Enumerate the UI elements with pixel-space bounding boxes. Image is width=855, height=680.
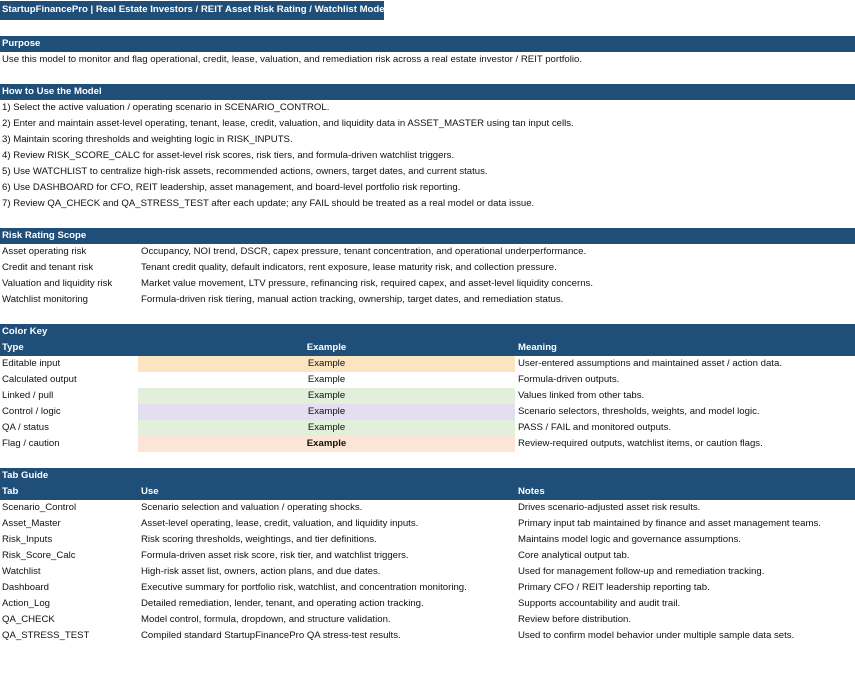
scope-name: Asset operating risk bbox=[2, 246, 87, 257]
color-key-type: Control / logic bbox=[2, 406, 61, 417]
color-key-example-swatch[interactable]: Example bbox=[138, 420, 515, 436]
step-text: 4) Review RISK_SCORE_CALC for asset-level risk scores, risk tiers, and formula-driven watchlist triggers. bbox=[2, 150, 455, 161]
tab-guide-notes: Supports accountability and audit trail. bbox=[518, 598, 681, 609]
step-text: 1) Select the active valuation / operating scenario in SCENARIO_CONTROL. bbox=[2, 102, 330, 113]
step-text: 3) Maintain scoring thresholds and weighting logic in RISK_INPUTS. bbox=[2, 134, 293, 145]
tab-guide-tab: Dashboard bbox=[2, 582, 49, 593]
purpose-text: Use this model to monitor and flag operational, credit, lease, valuation, and remediation risk across a real estate investor / REIT portfolio. bbox=[2, 54, 583, 65]
step-text: 7) Review QA_CHECK and QA_STRESS_TEST after each update; any FAIL should be treated as a real model or data issue. bbox=[2, 198, 535, 209]
color-key-row[interactable] bbox=[0, 404, 855, 420]
how-to-step[interactable] bbox=[0, 148, 855, 164]
color-key-header bbox=[0, 324, 855, 340]
tab-guide-use: Scenario selection and valuation / operating shocks. bbox=[141, 502, 363, 513]
tab-guide-notes: Used to confirm model behavior under multiple sample data sets. bbox=[518, 630, 795, 641]
tab-guide-header-text: Tab Guide bbox=[2, 470, 49, 481]
color-key-meaning: Values linked from other tabs. bbox=[518, 390, 645, 401]
tab-guide-tab: QA_STRESS_TEST bbox=[2, 630, 90, 641]
color-key-row[interactable] bbox=[0, 372, 855, 388]
color-key-header-text: Color Key bbox=[2, 326, 48, 337]
how-to-step[interactable] bbox=[0, 180, 855, 196]
purpose-header-text: Purpose bbox=[2, 38, 41, 49]
scope-desc: Tenant credit quality, default indicators, rent exposure, lease maturity risk, and collection pressure. bbox=[141, 262, 557, 273]
color-key-meaning: Formula-driven outputs. bbox=[518, 374, 620, 385]
step-text: 2) Enter and maintain asset-level operating, tenant, lease, credit, valuation, and liquidity data in ASSET_MASTER using tan input cells. bbox=[2, 118, 574, 129]
sheet-title bbox=[0, 1, 388, 19]
tab-guide-use: High-risk asset list, owners, action plans, and due dates. bbox=[141, 566, 381, 577]
tab-guide-use: Formula-driven asset risk score, risk tier, and watchlist triggers. bbox=[141, 550, 409, 561]
color-key-example-swatch[interactable]: Example bbox=[138, 356, 515, 372]
scope-row[interactable] bbox=[0, 260, 855, 276]
tab-guide-use: Compiled standard StartupFinancePro QA stress-test results. bbox=[141, 630, 401, 641]
color-key-meaning: User-entered assumptions and maintained asset / action data. bbox=[518, 358, 782, 369]
color-key-type: Calculated output bbox=[2, 374, 77, 385]
color-key-example-swatch[interactable]: Example bbox=[138, 404, 515, 420]
scope-row[interactable] bbox=[0, 244, 855, 260]
scope-desc: Occupancy, NOI trend, DSCR, capex pressure, tenant concentration, and operational underperformance. bbox=[141, 246, 587, 257]
tab-guide-tab: Action_Log bbox=[2, 598, 51, 609]
tab-guide-row[interactable] bbox=[0, 596, 855, 612]
how-to-step[interactable] bbox=[0, 116, 855, 132]
tab-guide-row[interactable] bbox=[0, 564, 855, 580]
scope-header bbox=[0, 228, 855, 244]
tab-guide-row[interactable] bbox=[0, 580, 855, 596]
scope-desc: Market value movement, LTV pressure, refinancing risk, required capex, and asset-level liquidity concerns. bbox=[141, 278, 594, 289]
tab-guide-tab: Watchlist bbox=[2, 566, 41, 577]
col-notes-header: Notes bbox=[518, 486, 545, 497]
how-to-header bbox=[0, 84, 855, 100]
scope-header-text: Risk Rating Scope bbox=[2, 230, 87, 241]
scope-name: Watchlist monitoring bbox=[2, 294, 89, 305]
tab-guide-row[interactable] bbox=[0, 548, 855, 564]
tab-guide-header bbox=[0, 468, 855, 484]
step-text: 5) Use WATCHLIST to centralize high-risk assets, recommended actions, owners, target dates, and current status. bbox=[2, 166, 488, 177]
tab-guide-use: Detailed remediation, lender, tenant, and operating action tracking. bbox=[141, 598, 424, 609]
color-key-type: Editable input bbox=[2, 358, 61, 369]
scope-name: Credit and tenant risk bbox=[2, 262, 94, 273]
color-key-row[interactable] bbox=[0, 388, 855, 404]
tab-guide-row[interactable] bbox=[0, 628, 855, 644]
color-key-type: QA / status bbox=[2, 422, 49, 433]
col-meaning-header: Meaning bbox=[518, 342, 557, 353]
tab-guide-notes: Review before distribution. bbox=[518, 614, 632, 625]
scope-row[interactable] bbox=[0, 292, 855, 308]
scope-row[interactable] bbox=[0, 276, 855, 292]
tab-guide-use: Asset-level operating, lease, credit, valuation, and liquidity inputs. bbox=[141, 518, 419, 529]
purpose-text-row[interactable] bbox=[0, 52, 855, 68]
color-key-example-swatch[interactable]: Example bbox=[138, 372, 515, 388]
tab-guide-use: Model control, formula, dropdown, and structure validation. bbox=[141, 614, 391, 625]
tab-guide-row[interactable] bbox=[0, 516, 855, 532]
color-key-column-headers bbox=[0, 340, 855, 356]
tab-guide-notes: Core analytical output tab. bbox=[518, 550, 630, 561]
purpose-header bbox=[0, 36, 855, 52]
color-key-example-swatch[interactable]: Example bbox=[138, 388, 515, 404]
color-key-row[interactable] bbox=[0, 420, 855, 436]
tab-guide-tab: Scenario_Control bbox=[2, 502, 77, 513]
tab-guide-notes: Drives scenario-adjusted asset risk results. bbox=[518, 502, 701, 513]
tab-guide-notes: Primary input tab maintained by finance and asset management teams. bbox=[518, 518, 821, 529]
color-key-meaning: Scenario selectors, thresholds, weights, and model logic. bbox=[518, 406, 760, 417]
sheet-title-text: StartupFinancePro | Real Estate Investors / REIT Asset Risk Rating / Watchlist Model bbox=[2, 4, 388, 15]
tab-guide-notes: Used for management follow-up and remediation tracking. bbox=[518, 566, 765, 577]
tab-guide-row[interactable] bbox=[0, 500, 855, 516]
tab-guide-use: Risk scoring thresholds, weightings, and tier definitions. bbox=[141, 534, 377, 545]
color-key-row[interactable] bbox=[0, 356, 855, 372]
tab-guide-tab: Asset_Master bbox=[2, 518, 61, 529]
tab-guide-row[interactable] bbox=[0, 532, 855, 548]
tab-guide-tab: Risk_Inputs bbox=[2, 534, 53, 545]
tab-guide-tab: QA_CHECK bbox=[2, 614, 55, 625]
color-key-row[interactable] bbox=[0, 436, 855, 452]
how-to-step[interactable] bbox=[0, 196, 855, 212]
how-to-step[interactable] bbox=[0, 100, 855, 116]
tab-guide-column-headers bbox=[0, 484, 855, 500]
tab-guide-notes: Primary CFO / REIT leadership reporting tab. bbox=[518, 582, 710, 593]
scope-name: Valuation and liquidity risk bbox=[2, 278, 113, 289]
color-key-type: Linked / pull bbox=[2, 390, 54, 401]
color-key-meaning: PASS / FAIL and monitored outputs. bbox=[518, 422, 672, 433]
step-text: 6) Use DASHBOARD for CFO, REIT leadership, asset management, and board-level portfolio risk reporting. bbox=[2, 182, 461, 193]
color-key-example-swatch[interactable]: Example bbox=[138, 436, 515, 452]
tab-guide-tab: Risk_Score_Calc bbox=[2, 550, 76, 561]
color-key-meaning: Review-required outputs, watchlist items, or caution flags. bbox=[518, 438, 763, 449]
how-to-header-text: How to Use the Model bbox=[2, 86, 102, 97]
title-underline bbox=[0, 19, 384, 20]
tab-guide-use: Executive summary for portfolio risk, watchlist, and concentration monitoring. bbox=[141, 582, 467, 593]
col-tab-header: Tab bbox=[2, 486, 19, 497]
how-to-step[interactable] bbox=[0, 164, 855, 180]
tab-guide-notes: Maintains model logic and governance assumptions. bbox=[518, 534, 741, 545]
scope-desc: Formula-driven risk tiering, manual action tracking, ownership, target dates, and remediation status. bbox=[141, 294, 564, 305]
how-to-step[interactable] bbox=[0, 132, 855, 148]
col-use-header: Use bbox=[141, 486, 159, 497]
col-type-header: Type bbox=[2, 342, 24, 353]
color-key-type: Flag / caution bbox=[2, 438, 60, 449]
tab-guide-row[interactable] bbox=[0, 612, 855, 628]
col-example-header: Example bbox=[306, 342, 347, 353]
